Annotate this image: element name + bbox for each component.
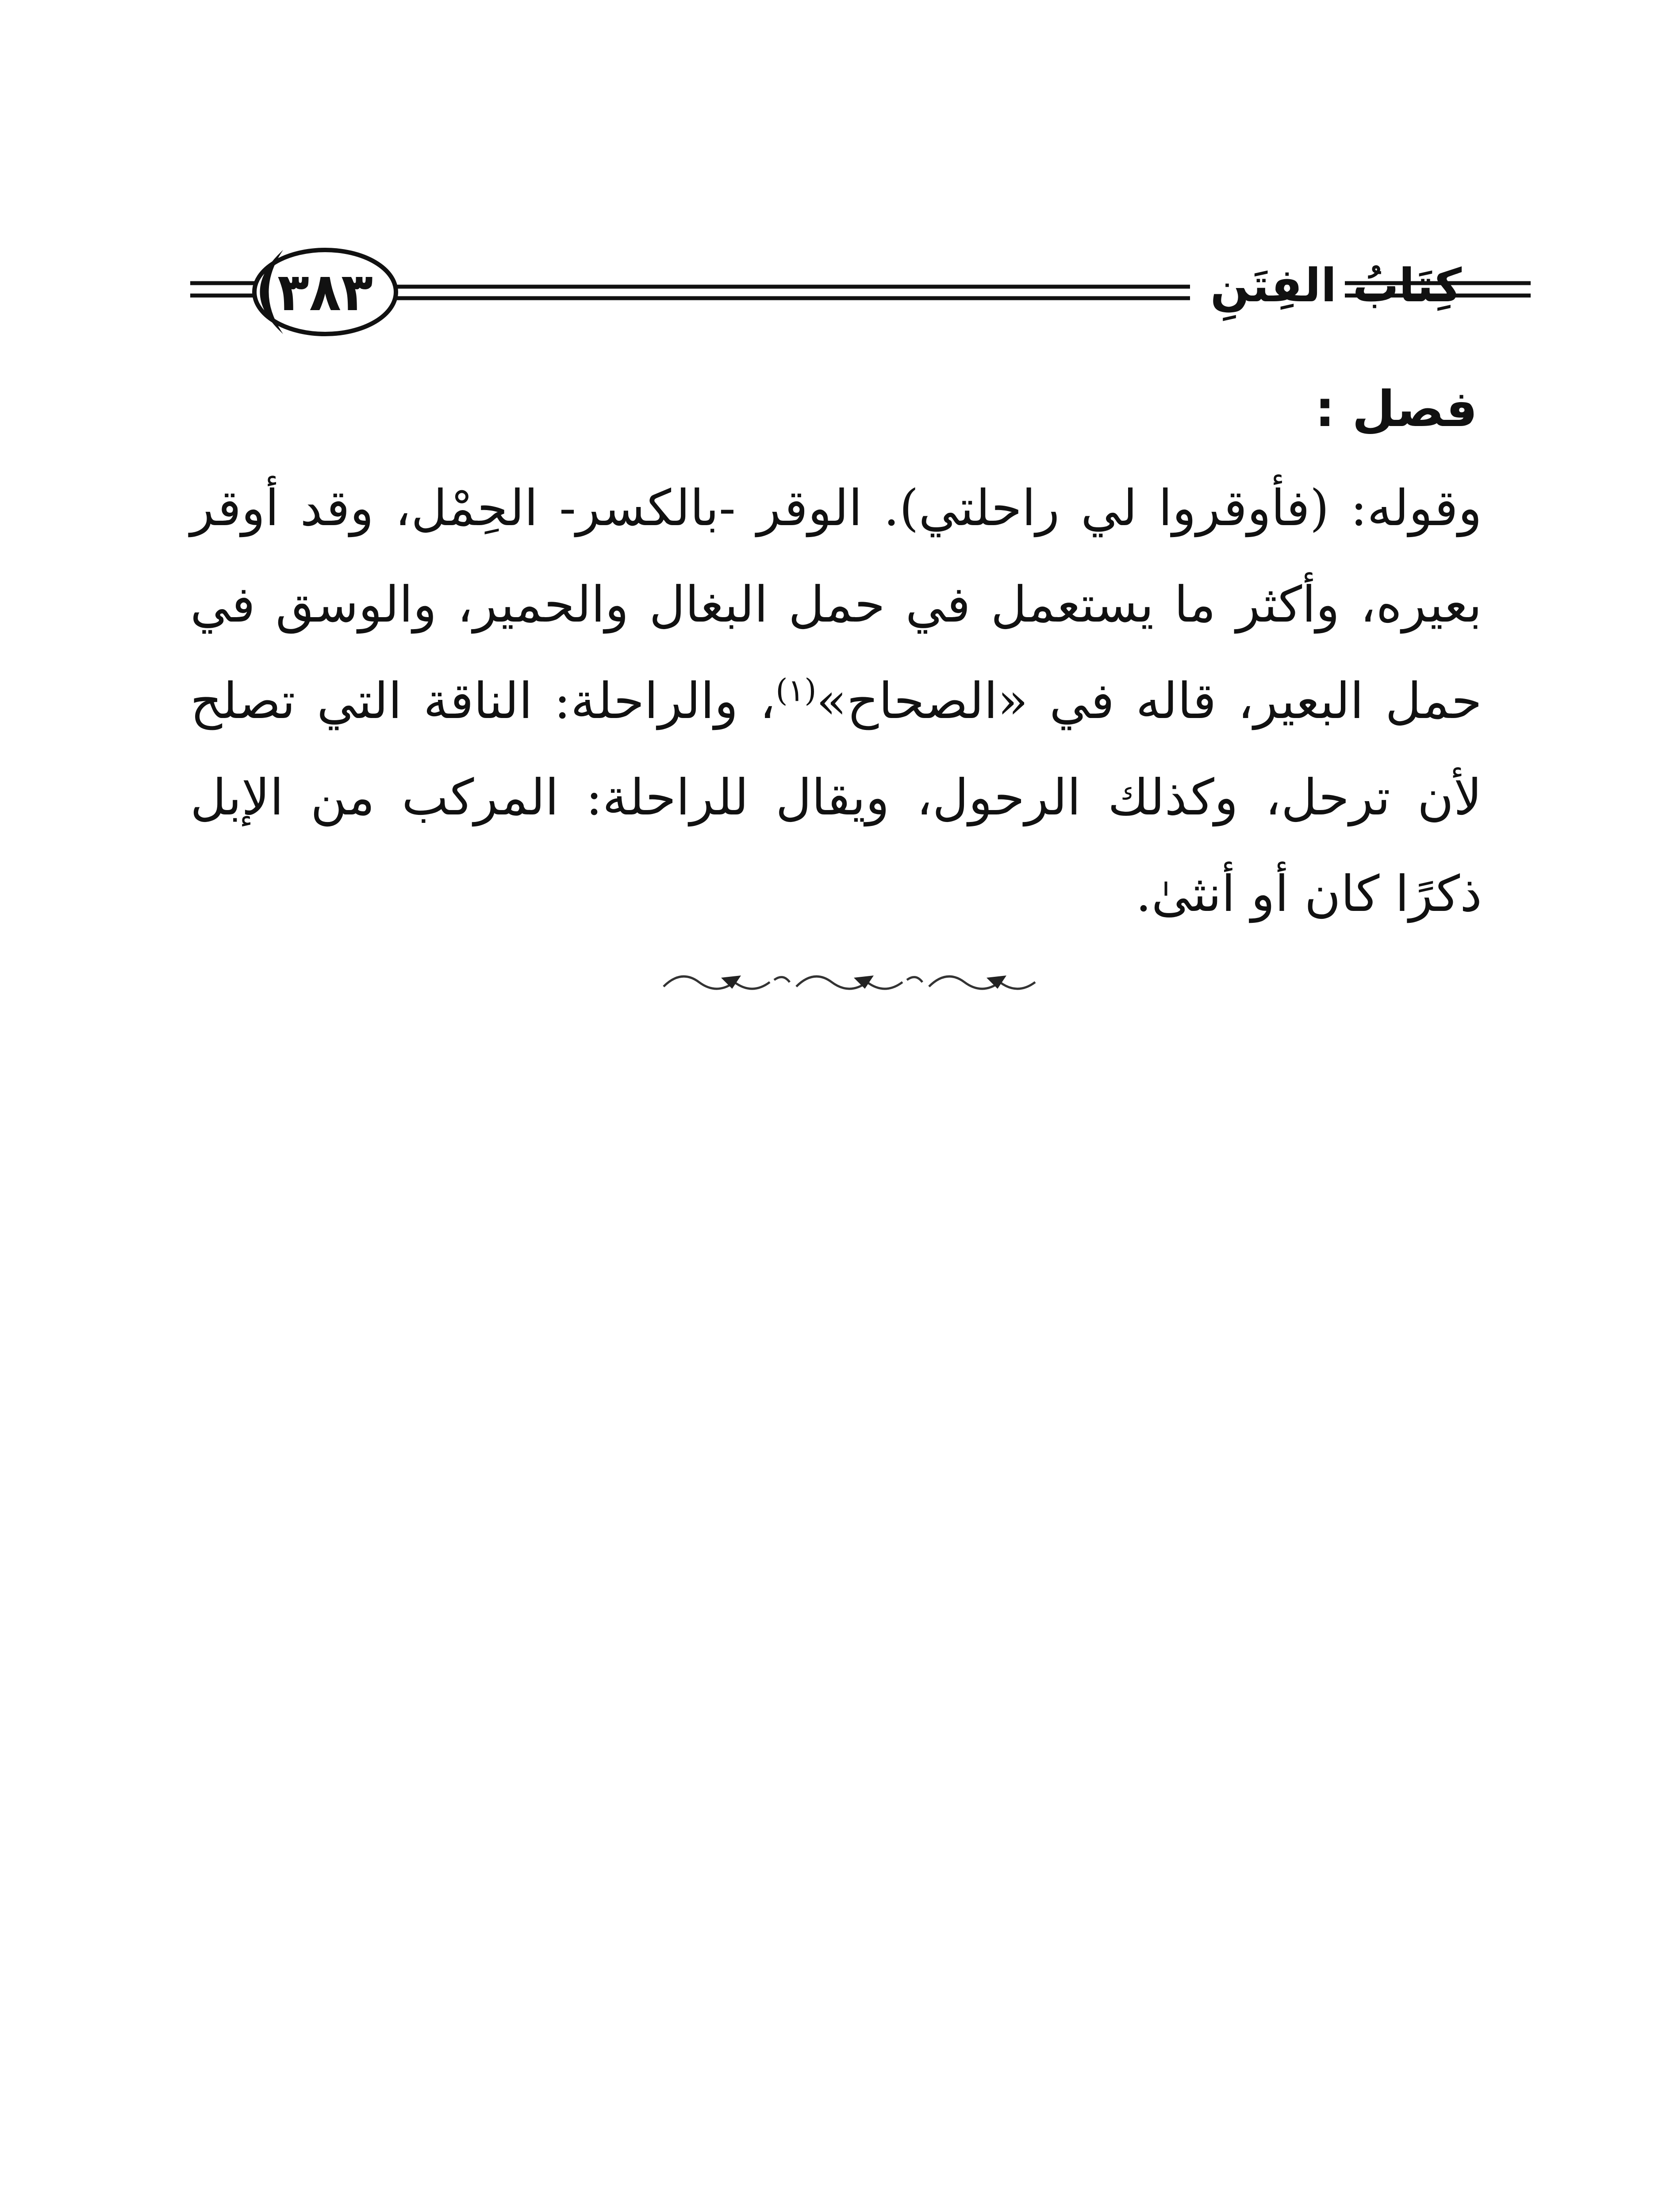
page-number: ٣٨٣ (277, 261, 373, 323)
section-divider-ornament (655, 956, 1062, 1009)
body-paragraph (190, 460, 1482, 942)
paragraph-text-part1: وقوله: (فأوقروا لي راحلتي). الوقر -بالكسر- الحِمْل، وقد أوقر بعيره، وأكثر ما يستعمل في حمل البغال والحمير، والوسق في حمل البعير، قاله في «الصحاح» (190, 480, 1482, 730)
running-header (0, 0, 1670, 398)
paragraph-text-part2: ، والراحلة: الناقة التي تصلح لأن ترحل، وكذلك الرحول، ويقال للراحلة: المركب من الإبل ذكرًا كان أو أنثىٰ. (190, 672, 1482, 923)
footnote-reference[interactable]: (١) (775, 672, 817, 709)
book-title: كِتَابُ الفِتَنِ (1210, 258, 1462, 312)
header-rule-ornament (0, 0, 1670, 398)
section-heading: فصل : (1315, 380, 1478, 438)
